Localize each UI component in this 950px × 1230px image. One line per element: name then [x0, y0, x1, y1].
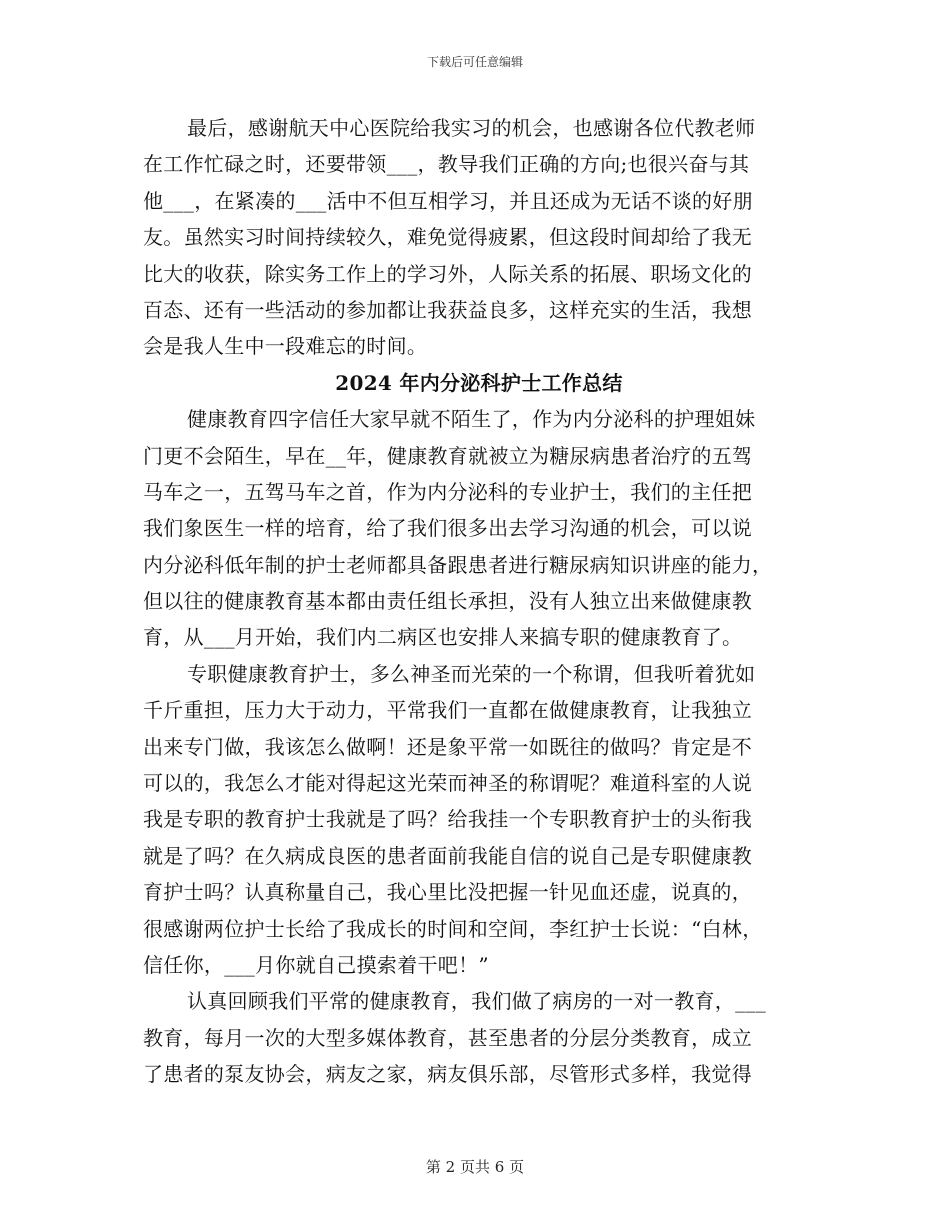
paragraph-line: 出来专门做，我该怎么做啊！还是象平常一如既往的做吗？肯定是不 — [143, 734, 752, 759]
paragraph-line: 可以的，我怎么才能对得起这光荣而神圣的称谓呢？难道科室的人说 — [143, 771, 752, 796]
paragraph-line: 了患者的泵友协会，病友之家，病友俱乐部，尽管形式多样，我觉得 — [143, 1062, 752, 1087]
paragraph-line: 育，从___月开始，我们内二病区也安排人来搞专职的健康教育了。 — [143, 625, 743, 650]
section-title: 2024 年内分泌科护士工作总结 — [335, 370, 623, 395]
page-footer: 第 2 页共 6 页 — [425, 1158, 525, 1176]
document-body — [143, 110, 815, 1093]
paragraph-line: 我们象医生一样的培育，给了我们很多出去学习沟通的机会，可以说 — [143, 516, 752, 541]
page-header: 下载后可任意编辑 — [426, 55, 523, 69]
paragraph-line: 在工作忙碌之时，还要带领___，教导我们正确的方向;也很兴奋与其 — [143, 152, 750, 177]
paragraph-line: 他___，在紧凑的___活中不但互相学习，并且还成为无话不谈的好朋 — [143, 188, 753, 213]
paragraph-line: 友。虽然实习时间持续较久，难免觉得疲累，但这段时间却给了我无 — [143, 225, 752, 250]
paragraph-line: 会是我人生中一段难忘的时间。 — [143, 334, 428, 359]
paragraph-line: 育护士吗？认真称量自己，我心里比没把握一针见血还虚，说真的， — [143, 880, 752, 905]
paragraph-line: 我是专职的教育护士我就是了吗？给我挂一个专职教育护士的头衔我 — [143, 807, 752, 832]
paragraph-line: 健康教育四字信任大家早就不陌生了，作为内分泌科的护理姐妹 — [187, 407, 756, 432]
paragraph-line: 门更不会陌生，早在__年，健康教育就被立为糖尿病患者治疗的五驾 — [143, 443, 753, 468]
paragraph-line: 教育，每月一次的大型多媒体教育，甚至患者的分层分类教育，成立 — [143, 1025, 752, 1050]
paragraph-line: 信任你，___月你就自己摸索着干吧！” — [143, 952, 489, 977]
paragraph-line: 认真回顾我们平常的健康教育，我们做了病房的一对一教育，___ — [187, 989, 766, 1014]
paragraph-line: 最后，感谢航天中心医院给我实习的机会，也感谢各位代教老师 — [187, 116, 756, 140]
paragraph-line: 内分泌科低年制的护士老师都具备跟患者进行糖尿病知识讲座的能力， — [143, 552, 773, 577]
paragraph-line: 百态、还有一些活动的参加都让我获益良多，这样充实的生活，我想 — [143, 297, 752, 322]
paragraph-line: 很感谢两位护士长给了我成长的时间和空间，李红护士长说：“白林， — [143, 916, 763, 941]
paragraph-line: 马车之一，五驾马车之首，作为内分泌科的专业护士，我们的主任把 — [143, 479, 752, 504]
paragraph-line: 但以往的健康教育基本都由责任组长承担，没有人独立出来做健康教 — [143, 589, 752, 614]
paragraph-line: 比大的收获，除实务工作上的学习外，人际关系的拓展、职场文化的 — [143, 261, 752, 286]
paragraph-line: 千斤重担，压力大于动力，平常我们一直都在做健康教育，让我独立 — [143, 698, 752, 723]
paragraph-line: 专职健康教育护士，多么神圣而光荣的一个称谓，但我听着犹如 — [187, 661, 756, 686]
paragraph-line: 就是了吗？在久病成良医的患者面前我能自信的说自己是专职健康教 — [143, 843, 752, 868]
